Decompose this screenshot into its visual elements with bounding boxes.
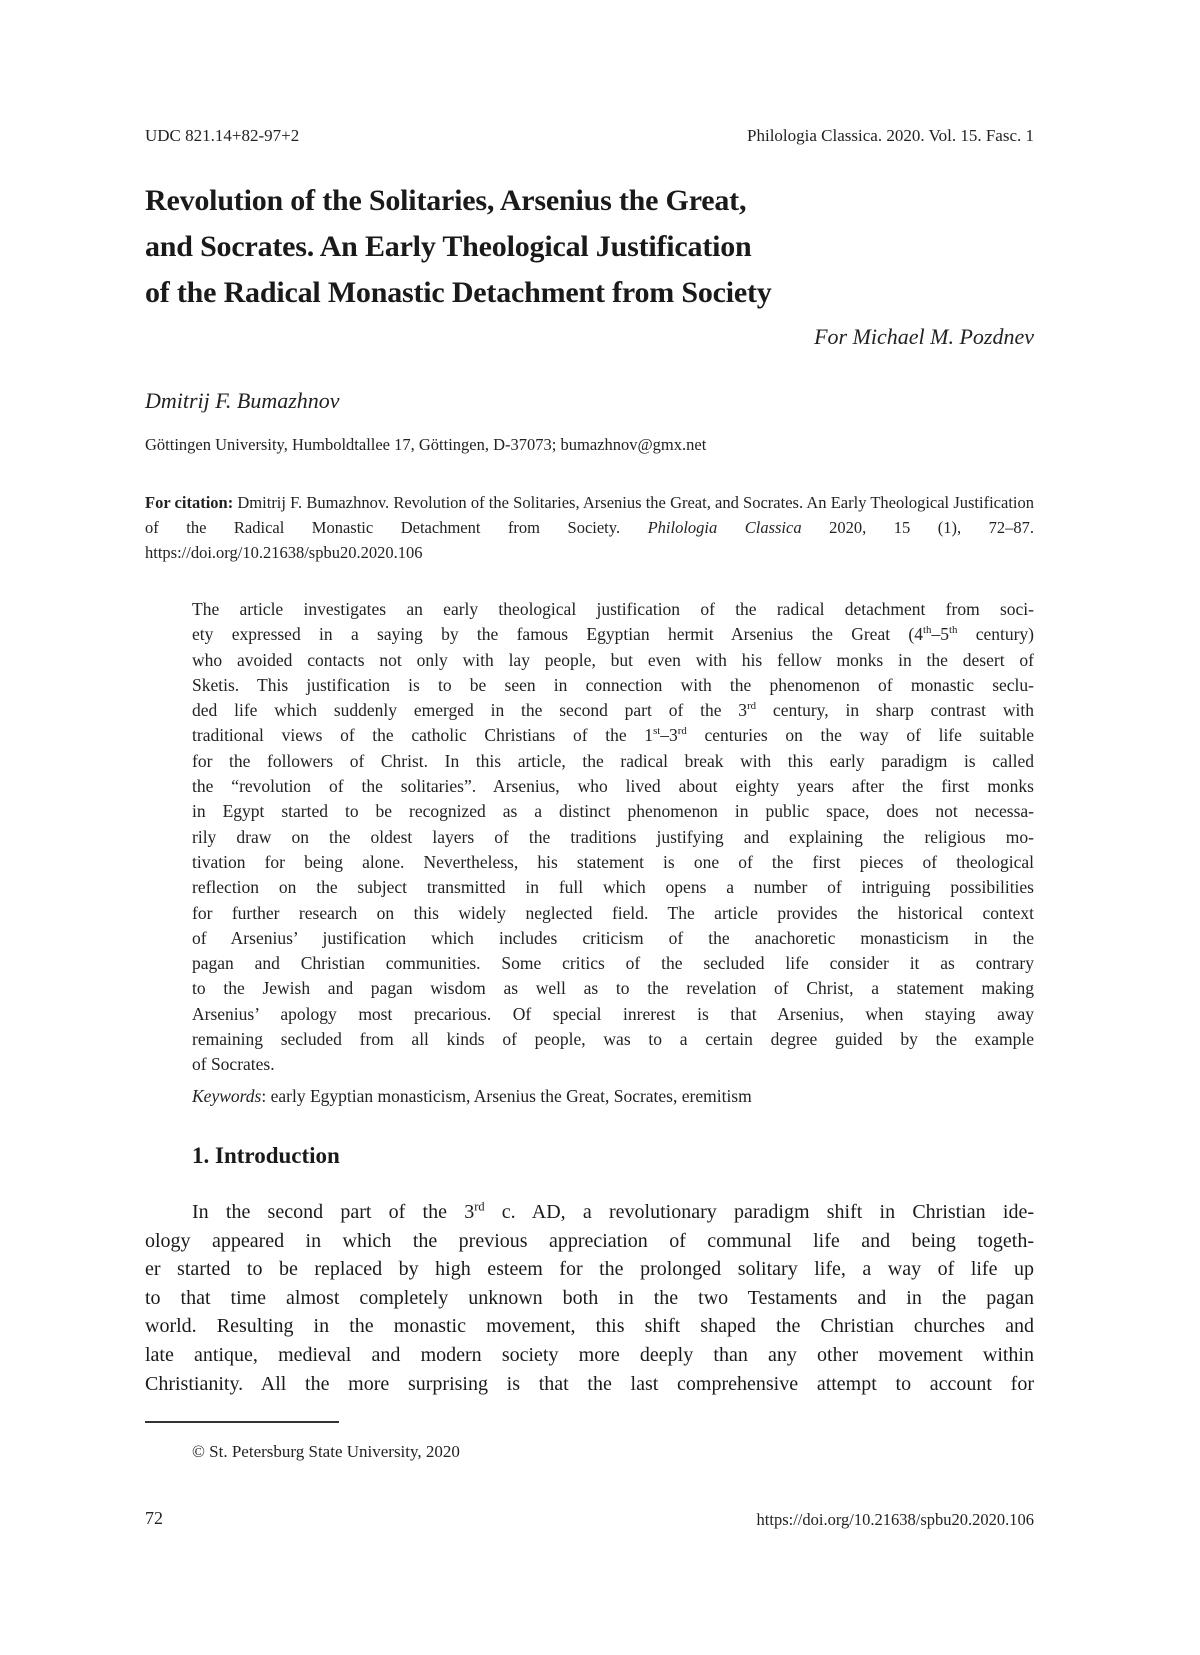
body-line: Christianity. All the more surprising is that the last comprehensive attempt to account for xyxy=(145,1372,1034,1395)
article-title xyxy=(145,178,1005,316)
doi-link[interactable]: https://doi.org/10.21638/spbu20.2020.106 xyxy=(756,1510,1034,1529)
abstract-line: pagan and Christian communities. Some critics of the secluded life consider it as contrary xyxy=(192,953,1034,974)
page-number: 72 xyxy=(145,1508,163,1528)
body-line: er started to be replaced by high esteem for the prolonged solitary life, a way of life up xyxy=(145,1258,1034,1281)
body-line: world. Resulting in the monastic movement, this shift shaped the Christian churches and xyxy=(145,1315,1034,1338)
body-line: late antique, medieval and modern society more deeply than any other movement within xyxy=(145,1343,1034,1366)
abstract-line: for the followers of Christ. In this article, the radical break with this early paradigm is called xyxy=(192,750,1034,771)
abstract-line: who avoided contacts not only with lay people, but even with his fellow monks in the desert of xyxy=(192,649,1034,670)
abstract-line: The article investigates an early theological justification of the radical detachment from soci- xyxy=(192,599,1034,619)
journal-header: Philologia Classica. 2020. Vol. 15. Fasc. 1 xyxy=(747,126,1034,145)
abstract-line: of Arsenius’ justification which includes criticism of the anachoretic monasticism in the xyxy=(192,927,1034,948)
citation-block xyxy=(145,490,1034,565)
author-affiliation: Göttingen University, Humboldtallee 17, Göttingen, D-37073; bumazhnov@gmx.net xyxy=(145,435,707,454)
abstract-line: ety expressed in a saying by the famous Egyptian hermit Arsenius the Great (4th–5th century) xyxy=(192,624,1035,645)
abstract xyxy=(192,597,1034,1078)
section-heading: 1. Introduction xyxy=(192,1143,340,1168)
abstract-line: for further research on this widely neglected field. The article provides the historical context xyxy=(192,902,1034,923)
abstract-line: in Egypt started to be recognized as a distinct phenomenon in public space, does not necessa- xyxy=(192,801,1034,822)
body-line: to that time almost completely unknown both in the two Testaments and in the pagan xyxy=(145,1286,1034,1309)
keywords xyxy=(192,1086,752,1107)
body-line: In the second part of the 3rd c. AD, a revolutionary paradigm shift in Christian ide- xyxy=(192,1199,1034,1223)
title-line: Revolution of the Solitaries, Arsenius the Great, xyxy=(145,184,747,217)
abstract-line: the “revolution of the solitaries”. Arsenius, who lived about eighty years after the first monks xyxy=(192,776,1034,797)
title-line: and Socrates. An Early Theological Justification xyxy=(145,230,752,263)
body-line: ology appeared in which the previous appreciation of communal life and being togeth- xyxy=(145,1229,1034,1252)
abstract-line: Arsenius’ apology most precarious. Of special inrerest is that Arsenius, when staying away xyxy=(192,1003,1034,1024)
footnote-divider xyxy=(145,1421,339,1423)
body-paragraph xyxy=(145,1198,1034,1398)
abstract-line: tivation for being alone. Nevertheless, his statement is one of the first pieces of theological xyxy=(192,851,1034,872)
udc-code: UDC 821.14+82-97+2 xyxy=(145,126,300,145)
abstract-line: remaining secluded from all kinds of people, was to a certain degree guided by the example xyxy=(192,1029,1034,1050)
citation-journal: Philologia Classica xyxy=(647,518,802,537)
citation-label: For citation: xyxy=(145,493,234,512)
author-name: Dmitrij F. Bumazhnov xyxy=(145,388,340,413)
abstract-line: of Socrates. xyxy=(192,1054,275,1075)
abstract-line: traditional views of the catholic Christians of the 1st–3rd centuries on the way of life suitable xyxy=(192,725,1034,746)
citation-text: Dmitrij F. Bumazhnov. Revolution of the Solitaries, Arsenius the Great, and Socrates. An Early Theological Justification of the Radical Monastic Detachment from Society. xyxy=(145,493,1034,537)
citation-text-end: 2020, 15 (1), 72–87. https://doi.org/10.21638/spbu20.2020.106 xyxy=(145,518,1034,562)
abstract-line: Sketis. This justification is to be seen in connection with the phenomenon of monastic seclu- xyxy=(192,674,1034,695)
dedication: For Michael M. Pozdnev xyxy=(814,324,1034,349)
abstract-line: ded life which suddenly emerged in the second part of the 3rd century, in sharp contrast with xyxy=(192,700,1034,721)
keywords-label: Keywords xyxy=(192,1086,262,1106)
abstract-line: reflection on the subject transmitted in full which opens a number of intriguing possibilities xyxy=(192,877,1034,898)
abstract-line: rily draw on the oldest layers of the traditions justifying and explaining the religious mo- xyxy=(192,826,1034,847)
title-line: of the Radical Monastic Detachment from Society xyxy=(145,276,772,309)
abstract-line: to the Jewish and pagan wisdom as well as to the revelation of Christ, a statement making xyxy=(192,978,1034,999)
keywords-text: : early Egyptian monasticism, Arsenius the Great, Socrates, eremitism xyxy=(261,1086,752,1106)
copyright-footnote: © St. Petersburg State University, 2020 xyxy=(192,1442,460,1461)
